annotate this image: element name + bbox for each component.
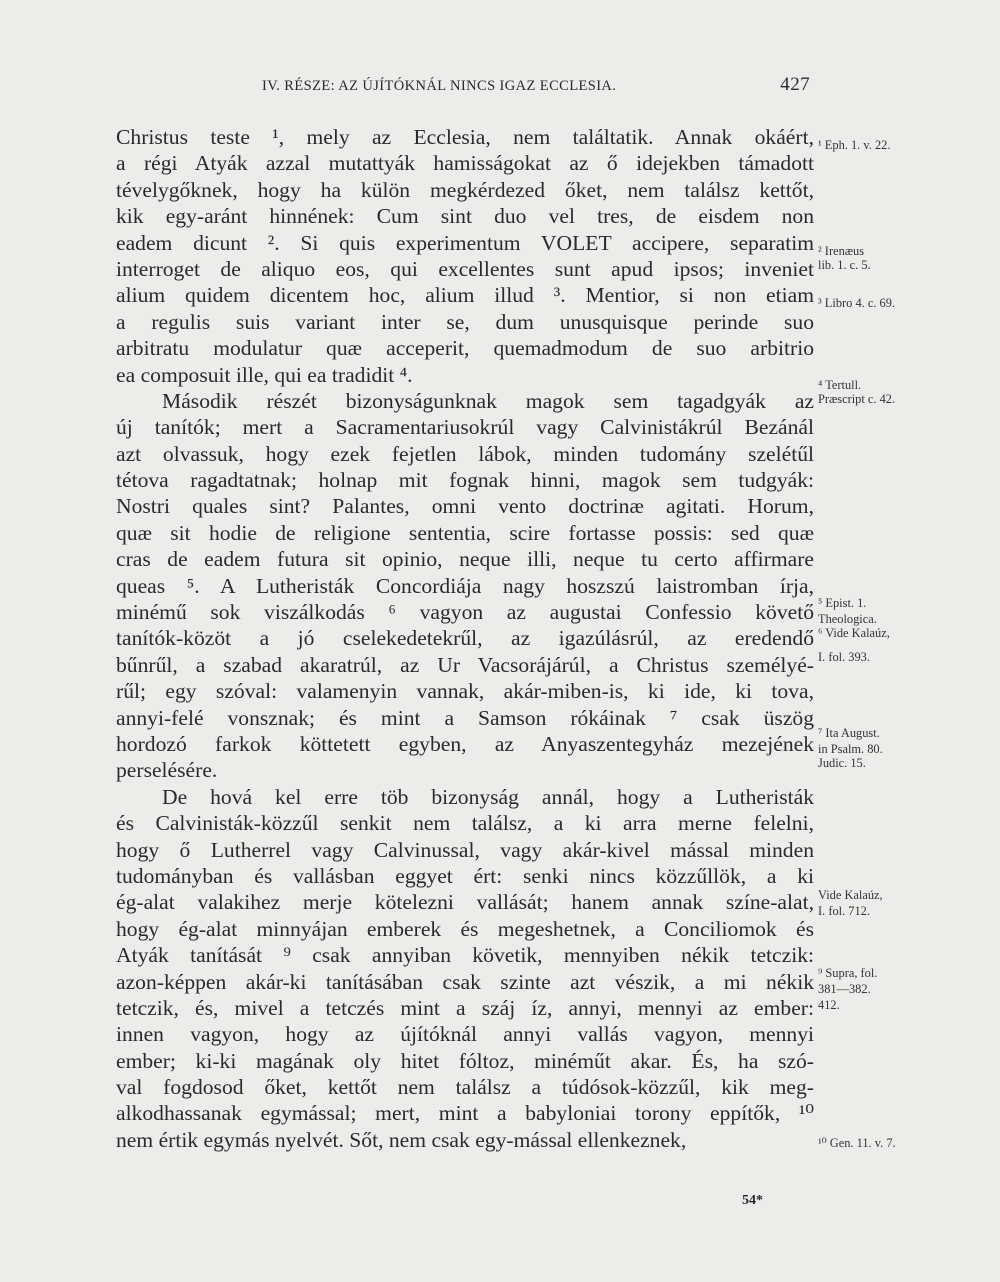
margin-note: I. fol. 393.: [818, 650, 870, 664]
text-line: azt olvassuk, hogy ezek fejetlen lábok, minden tudomány szelétűl: [116, 441, 814, 466]
text-line: interroget de aliquo eos, qui excellentes sunt apud ipsos; inveniet: [116, 256, 814, 281]
text-line: Christus teste ¹, mely az Ecclesia, nem találtatik. Annak okáért,: [116, 125, 814, 149]
margin-note: I. fol. 712.: [818, 904, 870, 918]
text-line: cras de eadem futura sit opinio, neque illi, neque tu certo affirmare: [116, 547, 814, 572]
margin-note: ⁵ Epist. 1.: [818, 596, 867, 610]
text-line: Atyák tanítását ⁹ csak annyiban követik, mennyiben nékik tetczik:: [116, 943, 814, 968]
text-line: a régi Atyák azzal mutattyák hamisságokat az ő idejekben támadott: [116, 151, 814, 176]
text-line: Második részét bizonyságunknak magok sem tagadgyák az: [162, 388, 814, 413]
body-text: [116, 124, 814, 1153]
margin-note: ⁴ Tertull.: [818, 378, 862, 392]
text-line: hordozó farkok köttetett egyben, az Anyaszentegyház mezejének: [116, 731, 814, 756]
margin-note: Theologica.: [818, 612, 877, 626]
text-line: Nostri quales sint? Palantes, omni vento doctrinæ agitati. Horum,: [116, 494, 814, 519]
margin-note: Judic. 15.: [818, 756, 866, 770]
text-line: tetczik, és, mivel a tetczés mint a száj íz, annyi, mennyi az ember:: [116, 995, 814, 1020]
page-number: 427: [780, 74, 810, 95]
text-line: tudományban és vallásban eggyet ért: senki nincs közzűllök, a ki: [116, 863, 814, 888]
text-line: innen vagyon, hogy az újítóknál annyi vallás vagyon, mennyi: [116, 1022, 814, 1047]
running-title: IV. RÉSZE: AZ ÚJÍTÓKNÁL NINCS IGAZ ECCLESIA.: [262, 78, 617, 94]
text-line: nem értik egymás nyelvét. Sőt, nem csak egy-mással ellenkeznek,: [116, 1127, 687, 1152]
margin-note: ⁹ Supra, fol.: [818, 966, 878, 980]
margin-note: lib. 1. c. 5.: [818, 258, 871, 272]
text-line: és Calvinisták-közzűl senkit nem találsz, a ki arra merne felelni,: [116, 811, 814, 836]
text-line: bűnrűl, a szabad akaratrúl, az Ur Vacsorájárúl, a Christus személyé-: [116, 652, 814, 677]
margin-note: 412.: [818, 998, 840, 1012]
margin-note: 381—382.: [818, 982, 871, 996]
margin-note: Præscript c. 42.: [818, 392, 896, 406]
text-line: tévelygőknek, hogy ha külön megkérdezed őket, nem találsz kettőt,: [116, 177, 814, 202]
text-line: új tanítók; mert a Sacramentariusokrúl vagy Calvinistákrúl Bezánál: [116, 415, 814, 440]
text-line: tanítók-közöt a jó cselekedetekrűl, az igazúlásrúl, az eredendő: [116, 626, 814, 651]
text-line: hogy ég-alat minnyájan emberek és megeshetnek, a Conciliomok és: [116, 916, 814, 941]
margin-note: Vide Kalaúz,: [818, 888, 883, 902]
text-line: a regulis suis variant inter se, dum unusquisque perinde suo: [116, 309, 814, 334]
text-line: tétova ragadtatnak; holnap mit fognak hinni, magok sem tudgyák:: [116, 468, 814, 493]
text-line: val fogdosod őket, kettőt nem találsz a túdósok-közzűl, kik meg-: [116, 1075, 814, 1100]
text-line: ember; ki-ki magának oly hitet fóltoz, minéműt akar. És, ha szó-: [116, 1048, 814, 1073]
text-line: queas ⁵. A Lutheristák Concordiája nagy hoszszú laistromban írja,: [116, 573, 814, 598]
margin-note: in Psalm. 80.: [818, 742, 883, 756]
text-line: kik egy-aránt hinnének: Cum sint duo vel tres, de eisdem non: [116, 204, 814, 229]
text-line: arbitratu modulatur quæ acceperit, quemadmodum de suo arbitrio: [116, 336, 814, 361]
margin-note: ¹ Eph. 1. v. 22.: [818, 138, 891, 152]
text-line: ea composuit ille, qui ea tradidit ⁴.: [116, 362, 413, 387]
text-line: alkodhassanak egymással; mert, mint a babyloniai torony eppítők, ¹⁰: [116, 1101, 814, 1126]
text-line: annyi-felé vonsznak; és mint a Samson rókáinak ⁷ csak üszög: [116, 705, 814, 730]
margin-note: ⁷ Ita August.: [818, 726, 880, 740]
text-line: perselésére.: [116, 758, 218, 783]
signature-mark: 54*: [742, 1193, 763, 1208]
running-header: [262, 74, 822, 95]
text-line: minémű sok viszálkodás ⁶ vagyon az augustai Confessio követő: [116, 600, 814, 625]
margin-note: ¹⁰ Gen. 11. v. 7.: [818, 1136, 896, 1150]
margin-note: ² Irenæus: [818, 244, 865, 258]
text-line: hogy ő Lutherrel vagy Calvinussal, vagy akár-kivel mással minden: [116, 837, 814, 862]
text-line: ég-alat valakihez merje kötelezni vallását; hanem annak színe-alat,: [116, 890, 814, 915]
text-line: azon-képpen akár-ki tanításában csak szinte azt vészik, a mi nékik: [116, 969, 814, 994]
margin-note: ⁶ Vide Kalaúz,: [818, 626, 890, 640]
text-line: quæ sit hodie de religione sententia, scire fortasse possis: sed quæ: [116, 520, 814, 545]
margin-note: ³ Libro 4. c. 69.: [818, 296, 896, 310]
text-line: De hová kel erre töb bizonyság annál, hogy a Lutheristák: [162, 784, 814, 809]
text-line: eadem dicunt ². Si quis experimentum VOLET accipere, separatim: [116, 230, 814, 255]
text-line: alium quidem dicentem hoc, alium illud ³. Mentior, si non etiam: [116, 283, 814, 308]
text-line: rűl; egy szóval: valamenyin vannak, akár-miben-is, ki ide, ki tova,: [116, 679, 814, 704]
